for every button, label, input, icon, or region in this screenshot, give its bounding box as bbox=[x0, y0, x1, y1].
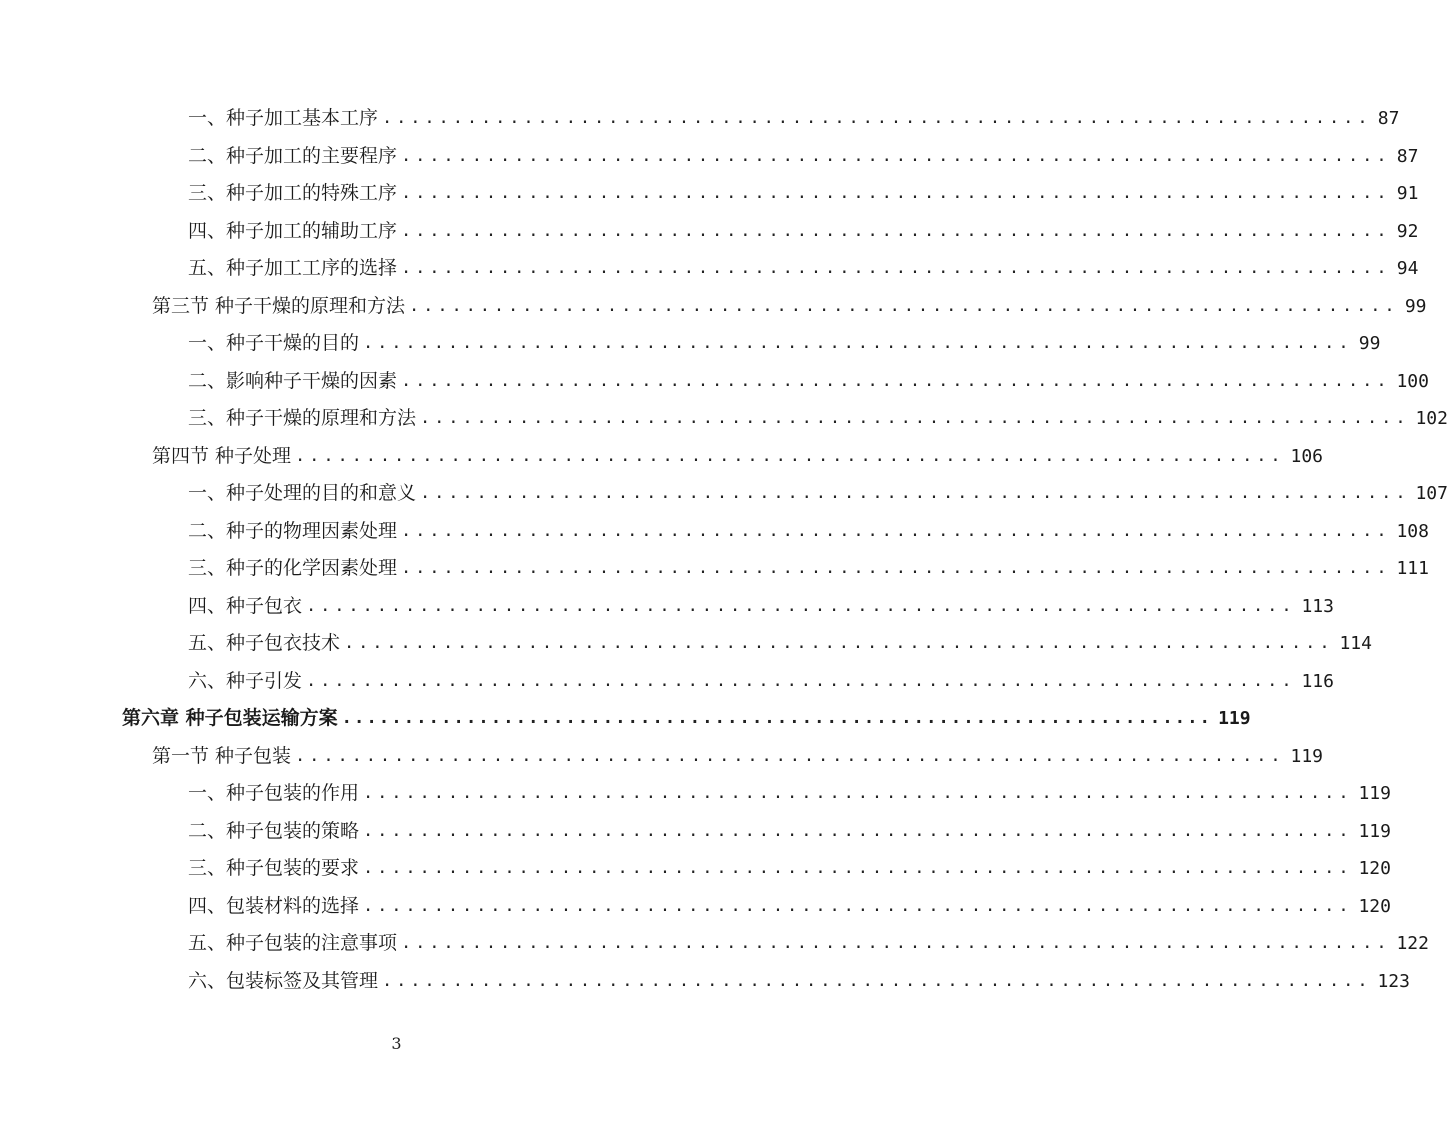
toc-entry-title: 三、种子包装的要求 bbox=[188, 857, 360, 879]
toc-entry-title: 三、种子加工的特殊工序 bbox=[188, 182, 398, 204]
toc-entry-title: 二、种子的物理因素处理 bbox=[188, 519, 398, 542]
toc-entry-title: 二、种子加工的主要程序 bbox=[188, 144, 398, 167]
toc-entry[interactable] bbox=[188, 625, 1372, 662]
toc-entry-page: 119 bbox=[1358, 820, 1391, 842]
toc-entry-page: 91 bbox=[1396, 183, 1419, 204]
toc-entry[interactable] bbox=[188, 850, 1391, 887]
toc-entry-page: 111 bbox=[1396, 558, 1429, 579]
toc-entry-title: 三、种子的化学因素处理 bbox=[188, 557, 398, 579]
toc-section-entry[interactable] bbox=[152, 738, 1324, 775]
leader-dots: ...................................................................... bbox=[420, 408, 1410, 428]
toc-entry-title: 二、影响种子干燥的因素 bbox=[188, 369, 398, 392]
toc-entry-title: 一、种子包装的作用 bbox=[188, 782, 360, 804]
toc-entry-title: 一、种子干燥的目的 bbox=[188, 332, 360, 354]
toc-entry[interactable] bbox=[188, 963, 1410, 1000]
leader-dots: ...................................................................... bbox=[306, 670, 1296, 691]
toc-entry-page: 94 bbox=[1396, 258, 1419, 279]
toc-entry-page: 92 bbox=[1396, 220, 1419, 242]
toc-entry-page: 123 bbox=[1377, 970, 1410, 992]
toc-entry-page: 119 bbox=[1218, 708, 1251, 729]
toc-entry-title: 六、种子引发 bbox=[188, 669, 303, 692]
toc-entry[interactable] bbox=[188, 325, 1381, 362]
toc-entry[interactable] bbox=[188, 663, 1334, 700]
toc-entry[interactable] bbox=[188, 513, 1429, 550]
leader-dots: ...................................................................... bbox=[409, 295, 1399, 316]
toc-entry[interactable] bbox=[188, 475, 1448, 512]
leader-dots: ...................................................................... bbox=[363, 895, 1353, 916]
toc-entry-title: 第三节 种子干燥的原理和方法 bbox=[152, 294, 406, 317]
toc-entry-page: 87 bbox=[1377, 108, 1400, 129]
toc-entry[interactable] bbox=[188, 363, 1429, 400]
toc-section-entry[interactable] bbox=[152, 438, 1324, 475]
toc-entry[interactable] bbox=[188, 400, 1448, 437]
toc-entry[interactable] bbox=[188, 925, 1429, 962]
toc-entry[interactable] bbox=[188, 775, 1391, 812]
toc-entry-page: 120 bbox=[1358, 895, 1391, 917]
toc-entry-page: 114 bbox=[1339, 633, 1372, 654]
toc-entry[interactable] bbox=[188, 888, 1391, 925]
toc-entry[interactable] bbox=[188, 813, 1391, 850]
toc-chapter-entry[interactable] bbox=[122, 700, 1251, 737]
toc-entry-title: 第六章 种子包装运输方案 bbox=[122, 707, 338, 729]
toc-entry-title: 三、种子干燥的原理和方法 bbox=[188, 407, 417, 429]
toc-entry-page: 106 bbox=[1290, 445, 1324, 467]
toc-entry-title: 六、包装标签及其管理 bbox=[188, 969, 379, 992]
leader-dots: ...................................................................... bbox=[401, 558, 1391, 578]
toc-entry-title: 第四节 种子处理 bbox=[152, 444, 292, 467]
toc-entry[interactable] bbox=[188, 100, 1400, 137]
leader-dots: ...................................................................... bbox=[401, 258, 1391, 278]
toc-entry-title: 四、种子加工的辅助工序 bbox=[188, 219, 398, 242]
toc-entry-title: 四、包装材料的选择 bbox=[188, 894, 360, 917]
toc-section-entry[interactable] bbox=[152, 288, 1427, 325]
toc-entry-page: 99 bbox=[1358, 333, 1381, 354]
toc-entry[interactable] bbox=[188, 550, 1429, 587]
leader-dots: ...................................................................... bbox=[363, 333, 1353, 353]
toc-entry-page: 108 bbox=[1396, 520, 1429, 542]
toc-entry-page: 100 bbox=[1396, 370, 1429, 392]
toc-entry[interactable] bbox=[188, 138, 1419, 175]
toc-entry-page: 87 bbox=[1396, 145, 1419, 167]
leader-dots: ...................................................................... bbox=[401, 520, 1391, 541]
toc-entry-title: 四、种子包衣 bbox=[188, 594, 303, 617]
leader-dots: ...................................................................... bbox=[420, 483, 1410, 503]
leader-dots: ...................................................................... bbox=[344, 633, 1334, 653]
leader-dots: ...................................................................... bbox=[341, 708, 1213, 728]
leader-dots: ...................................................................... bbox=[401, 183, 1391, 203]
leader-dots: ...................................................................... bbox=[401, 145, 1391, 166]
toc-entry-page: 99 bbox=[1404, 295, 1427, 317]
toc-entry-title: 一、种子处理的目的和意义 bbox=[188, 482, 417, 504]
toc-entry-page: 119 bbox=[1358, 783, 1391, 804]
leader-dots: ...................................................................... bbox=[401, 933, 1391, 953]
toc-entry[interactable] bbox=[188, 588, 1334, 625]
toc-entry[interactable] bbox=[188, 175, 1419, 212]
leader-dots: ...................................................................... bbox=[363, 820, 1353, 841]
toc-entry-title: 五、种子加工工序的选择 bbox=[188, 257, 398, 279]
toc-entry-page: 116 bbox=[1301, 670, 1334, 692]
leader-dots: ...................................................................... bbox=[401, 220, 1391, 241]
toc-entry[interactable] bbox=[188, 213, 1419, 250]
leader-dots: ...................................................................... bbox=[295, 745, 1285, 766]
page-number: 3 bbox=[391, 1034, 402, 1053]
toc-entry-page: 102 bbox=[1415, 408, 1448, 429]
toc-entry-page: 122 bbox=[1396, 933, 1429, 954]
leader-dots: ...................................................................... bbox=[382, 970, 1372, 991]
toc-entry[interactable] bbox=[188, 250, 1419, 287]
toc-entry-page: 119 bbox=[1290, 745, 1324, 767]
toc-entry-title: 一、种子加工基本工序 bbox=[188, 107, 379, 129]
toc-entry-title: 五、种子包衣技术 bbox=[188, 632, 341, 654]
toc-entry-title: 二、种子包装的策略 bbox=[188, 819, 360, 842]
leader-dots: ...................................................................... bbox=[363, 858, 1353, 878]
leader-dots: ...................................................................... bbox=[306, 595, 1296, 616]
leader-dots: ...................................................................... bbox=[401, 370, 1391, 391]
leader-dots: ...................................................................... bbox=[295, 445, 1285, 466]
toc-entry-page: 120 bbox=[1358, 858, 1391, 879]
toc-entry-title: 五、种子包装的注意事项 bbox=[188, 932, 398, 954]
toc-entry-page: 107 bbox=[1415, 483, 1448, 504]
leader-dots: ...................................................................... bbox=[382, 108, 1372, 128]
leader-dots: ...................................................................... bbox=[363, 783, 1353, 803]
toc-entry-page: 113 bbox=[1301, 595, 1334, 617]
toc-entry-title: 第一节 种子包装 bbox=[152, 744, 292, 767]
